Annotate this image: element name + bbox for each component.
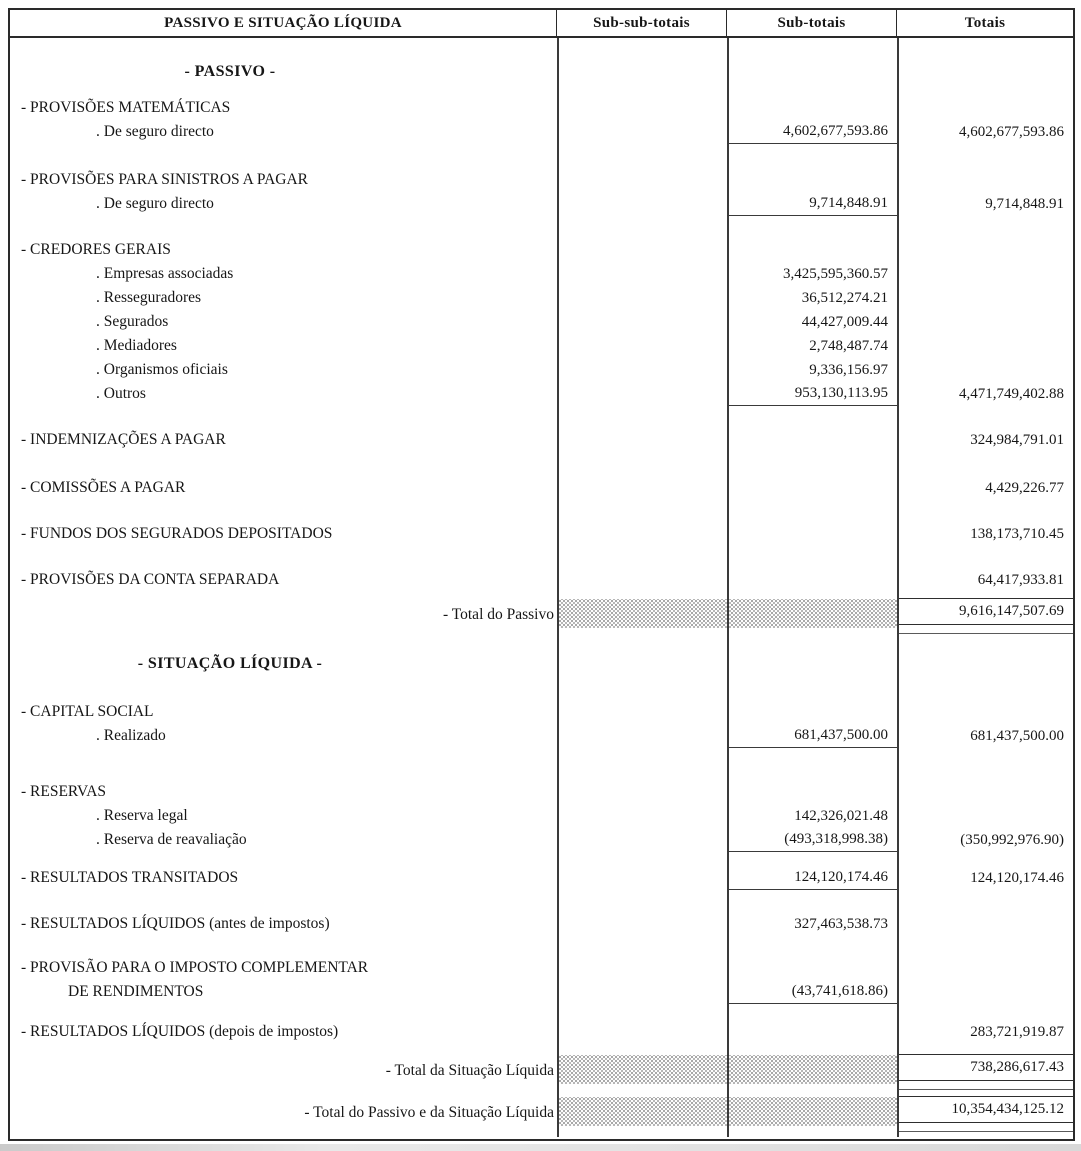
column-divider xyxy=(897,38,899,1137)
column-divider xyxy=(727,38,729,1137)
total-value: 9,714,848.91 xyxy=(985,195,1064,212)
account-label: - PROVISÕES DA CONTA SEPARADA xyxy=(21,571,280,588)
row-credores-item-organismos xyxy=(10,358,1073,382)
sub-total-value: 142,326,021.48 xyxy=(794,807,888,824)
account-label: - RESERVAS xyxy=(21,783,107,800)
account-label: - RESULTADOS TRANSITADOS xyxy=(21,869,239,886)
table-header-row xyxy=(10,10,1073,38)
total-value: 283,721,919.87 xyxy=(970,1023,1064,1040)
account-label: - CREDORES GERAIS xyxy=(21,241,171,258)
total-value: 64,417,933.81 xyxy=(977,571,1064,588)
table-body xyxy=(10,38,1073,1137)
account-label-continued: DE RENDIMENTOS xyxy=(68,983,204,1000)
double-rule xyxy=(899,1123,1074,1132)
row-credores-gerais xyxy=(10,238,1073,262)
row-reservas xyxy=(10,780,1073,804)
account-sub-label: . Outros xyxy=(96,385,146,402)
sub-total-value: 36,512,274.21 xyxy=(801,289,888,306)
row-reservas-item-reavaliacao xyxy=(10,828,1073,852)
row-provisao-imposto-line1 xyxy=(10,956,1073,980)
total-value: 124,120,174.46 xyxy=(970,869,1064,886)
row-credores-item-segurados xyxy=(10,310,1073,334)
row-indemnizacoes xyxy=(10,428,1073,452)
account-sub-label: . Resseguradores xyxy=(96,289,202,306)
row-reservas-item-legal xyxy=(10,804,1073,828)
column-divider xyxy=(557,38,559,1137)
double-rule xyxy=(899,1081,1074,1090)
row-comissoes xyxy=(10,476,1073,500)
row-passivo-heading xyxy=(10,60,1073,84)
total-situacao-liquida-value: 738,286,617.43 xyxy=(899,1054,1074,1081)
account-label: - PROVISÃO PARA O IMPOSTO COMPLEMENTAR xyxy=(21,959,369,976)
account-sub-label: . Realizado xyxy=(96,727,166,744)
total-passivo-label: - Total do Passivo xyxy=(442,606,554,623)
account-sub-label: . Reserva de reavaliação xyxy=(96,831,247,848)
row-fundos-segurados xyxy=(10,522,1073,546)
column-header-sub-sub-totais: Sub-sub-totais xyxy=(557,10,727,36)
row-provisoes-sinistros xyxy=(10,168,1073,192)
sub-total-value: (43,741,618.86) xyxy=(727,980,897,1004)
sub-total-value: 124,120,174.46 xyxy=(727,866,897,890)
row-provisoes-matematicas xyxy=(10,96,1073,120)
column-header-passivo-situacao-liquida: PASSIVO E SITUAÇÃO LÍQUIDA xyxy=(10,10,557,36)
total-value: 4,602,677,593.86 xyxy=(959,123,1064,140)
account-sub-label: . Mediadores xyxy=(96,337,177,354)
row-provisoes-conta-separada xyxy=(10,568,1073,592)
row-provisoes-matematicas-item xyxy=(10,120,1073,144)
row-capital-social xyxy=(10,700,1073,724)
sub-total-value: 2,748,487.74 xyxy=(809,337,888,354)
total-passivo-box xyxy=(899,598,1074,634)
account-label: - PROVISÕES MATEMÁTICAS xyxy=(21,99,231,116)
sub-total-value: 9,714,848.91 xyxy=(727,192,897,216)
account-sub-label: . Organismos oficiais xyxy=(96,361,228,378)
total-situacao-liquida-label: - Total da Situação Líquida xyxy=(385,1062,554,1079)
row-credores-item-empresas xyxy=(10,262,1073,286)
row-resultados-liquidos-antes xyxy=(10,912,1073,936)
account-label: - RESULTADOS LÍQUIDOS (antes de impostos) xyxy=(21,915,330,932)
account-sub-label: . De seguro directo xyxy=(96,195,214,212)
row-situacao-liquida-heading xyxy=(10,652,1073,676)
sub-total-value: 953,130,113.95 xyxy=(727,382,897,406)
column-header-totais: Totais xyxy=(964,15,1006,31)
sub-total-value: 4,602,677,593.86 xyxy=(727,120,897,144)
sub-total-value: 44,427,009.44 xyxy=(801,313,888,330)
account-sub-label: . Reserva legal xyxy=(96,807,188,824)
account-label: - CAPITAL SOCIAL xyxy=(21,703,154,720)
total-value: 4,429,226.77 xyxy=(985,479,1064,496)
account-label: - COMISSÕES A PAGAR xyxy=(21,479,186,496)
section-heading-passivo: - PASSIVO - xyxy=(184,63,276,80)
sub-total-value: 327,463,538.73 xyxy=(794,915,888,932)
row-provisao-imposto-line2 xyxy=(10,980,1073,1004)
row-credores-item-outros xyxy=(10,382,1073,406)
grand-total-value: 10,354,434,125.12 xyxy=(899,1096,1074,1123)
total-value: 138,173,710.45 xyxy=(970,525,1064,542)
section-heading-situacao-liquida: - SITUAÇÃO LÍQUIDA - xyxy=(137,655,323,672)
grand-total-box xyxy=(899,1096,1074,1132)
account-label: - PROVISÕES PARA SINISTROS A PAGAR xyxy=(21,171,308,188)
account-sub-label: . Segurados xyxy=(96,313,169,330)
account-label: - INDEMNIZAÇÕES A PAGAR xyxy=(21,431,226,448)
balance-sheet-table xyxy=(8,8,1075,1141)
row-credores-item-resseguradores xyxy=(10,286,1073,310)
total-passivo-value: 9,616,147,507.69 xyxy=(899,598,1074,625)
row-grand-total xyxy=(10,1096,1073,1130)
sub-total-value: 681,437,500.00 xyxy=(727,724,897,748)
total-value: 324,984,791.01 xyxy=(970,431,1064,448)
row-credores-item-mediadores xyxy=(10,334,1073,358)
column-header-sub-totais: Sub-totais xyxy=(727,10,897,36)
sub-total-value: 9,336,156.97 xyxy=(809,361,888,378)
sub-total-value: (493,318,998.38) xyxy=(727,828,897,852)
row-capital-social-item xyxy=(10,724,1073,748)
row-resultados-liquidos-depois xyxy=(10,1020,1073,1044)
row-provisoes-sinistros-item xyxy=(10,192,1073,216)
total-value: 4,471,749,402.88 xyxy=(959,385,1064,402)
total-situacao-liquida-box xyxy=(899,1054,1074,1090)
account-label: - RESULTADOS LÍQUIDOS (depois de impostos) xyxy=(21,1023,339,1040)
total-value: (350,992,976.90) xyxy=(960,831,1064,848)
row-total-passivo xyxy=(10,598,1073,632)
double-rule xyxy=(899,625,1074,634)
grand-total-label: - Total do Passivo e da Situação Líquida xyxy=(304,1104,554,1121)
account-sub-label: . Empresas associadas xyxy=(96,265,234,282)
sub-total-value: 3,425,595,360.57 xyxy=(783,265,888,282)
scan-edge-artifact xyxy=(0,1144,1081,1151)
row-resultados-transitados xyxy=(10,866,1073,890)
account-label: - FUNDOS DOS SEGURADOS DEPOSITADOS xyxy=(21,525,333,542)
account-sub-label: . De seguro directo xyxy=(96,123,214,140)
row-total-situacao-liquida xyxy=(10,1054,1073,1088)
total-value: 681,437,500.00 xyxy=(970,727,1064,744)
